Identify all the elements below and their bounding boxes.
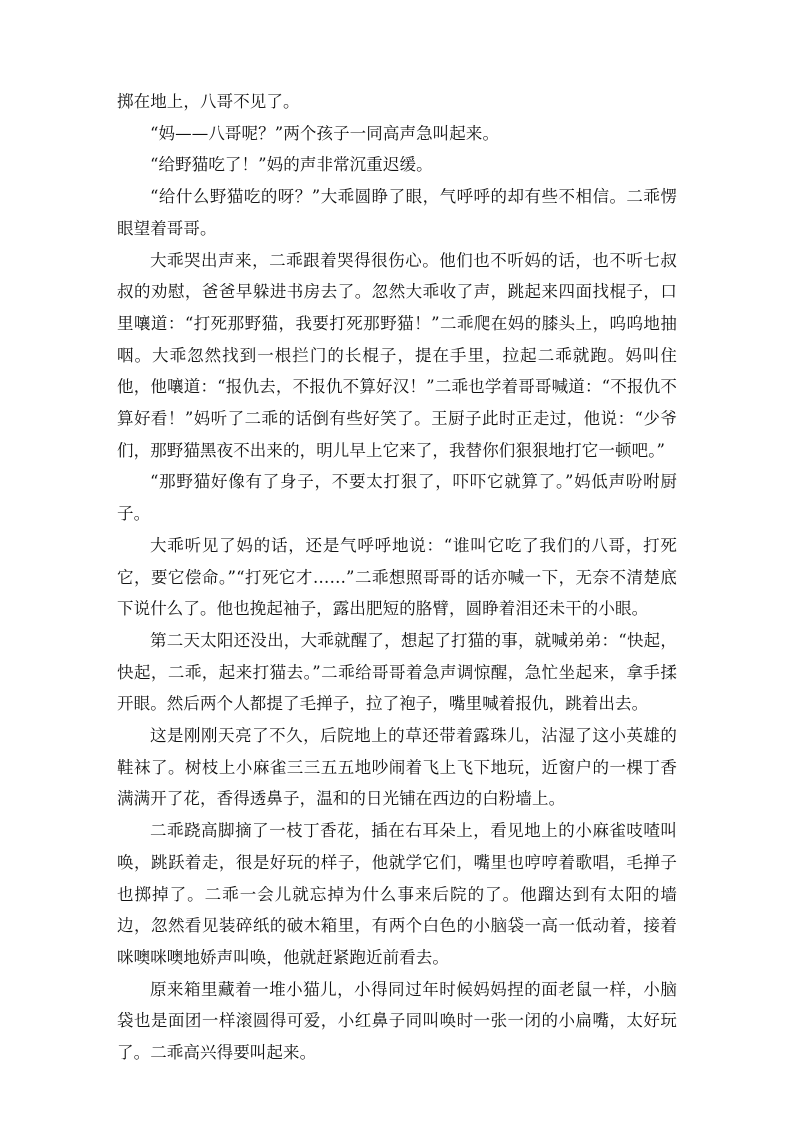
paragraph: 大乖哭出声来，二乖跟着哭得很伤心。他们也不听妈的话，也不听七叔叔的劝慰，爸爸早躲进书房去了。忽然大乖收了声，跳起来四面找棍子，口里嚷道：“打死那野猫，我要打死那野猫！”二乖爬在妈的膝头上，呜呜地抽咽。大乖忽然找到一根拦门的长棍子，提在手里，拉起二乖就跑。妈叫住他，他嚷道：“报仇去，不报仇不算好汉！”二乖也学着哥哥喊道：“不报仇不算好看！”妈听了二乖的话倒有些好笑了。王厨子此时正走过，他说：“少爷们，那野猫黑夜不出来的，明儿早上它来了，我替你们狠狠地打它一顿吧。” [117, 250, 677, 460]
paragraph: 原来箱里藏着一堆小猫儿，小得同过年时候妈妈捏的面老鼠一样，小脑袋也是面团一样滚圆得可爱，小红鼻子同叫唤时一张一闭的小扁嘴，太好玩了。二乖高兴得要叫起来。 [117, 979, 677, 1063]
paragraph: “那野猫好像有了身子，不要太打狠了，吓吓它就算了。”妈低声吩咐厨子。 [117, 472, 677, 524]
paragraph: “给什么野猫吃的呀？”大乖圆睁了眼，气呼呼的却有些不相信。二乖愣眼望着哥哥。 [117, 187, 677, 238]
paragraph: 这是刚刚天亮了不久，后院地上的草还带着露珠儿，沾湿了这小英雄的鞋袜了。树枝上小麻雀三三五五地吵闹着飞上飞下地玩，近窗户的一棵丁香满满开了花，香得透鼻子，温和的日光铺在西边的白粉墙上。 [117, 726, 677, 809]
paragraph: 二乖跷高脚摘了一枝丁香花，插在右耳朵上，看见地上的小麻雀吱喳叫唤，跳跃着走，很是好玩的样子，他就学它们，嘴里也哼哼着歌唱，毛掸子也掷掉了。二乖一会儿就忘掉为什么事来后院的了。他蹓达到有太阳的墙边，忽然看见装碎纸的破木箱里，有两个白色的小脑袋一高一低动着，接着咪噢咪噢地娇声叫唤，他就赶紧跑近前看去。 [117, 821, 677, 967]
paragraph: “妈——八哥呢？”两个孩子一同高声急叫起来。 [150, 123, 500, 143]
story-text [117, 86, 677, 1069]
paragraph: 大乖听见了妈的话，还是气呼呼地说：“谁叫它吃了我们的八哥，打死它，要它偿命。”“打死它才……”二乖想照哥哥的话亦喊一下，无奈不清楚底下说什么了。他也挽起袖子，露出肥短的胳臂，圆睁着泪还未干的小眼。 [117, 535, 677, 619]
paragraph: 掷在地上，八哥不见了。 [117, 92, 300, 111]
paragraph: 第二天太阳还没出，大乖就醒了，想起了打猫的事，就喊弟弟：“快起，快起，二乖，起来打猫去。”二乖给哥哥着急声调惊醒，急忙坐起来，拿手揉开眼。然后两个人都提了毛掸子，拉了袍子，嘴里喊着报仇，跳着出去。 [117, 630, 677, 714]
paragraph: “给野猫吃了！”妈的声非常沉重迟缓。 [150, 155, 433, 175]
